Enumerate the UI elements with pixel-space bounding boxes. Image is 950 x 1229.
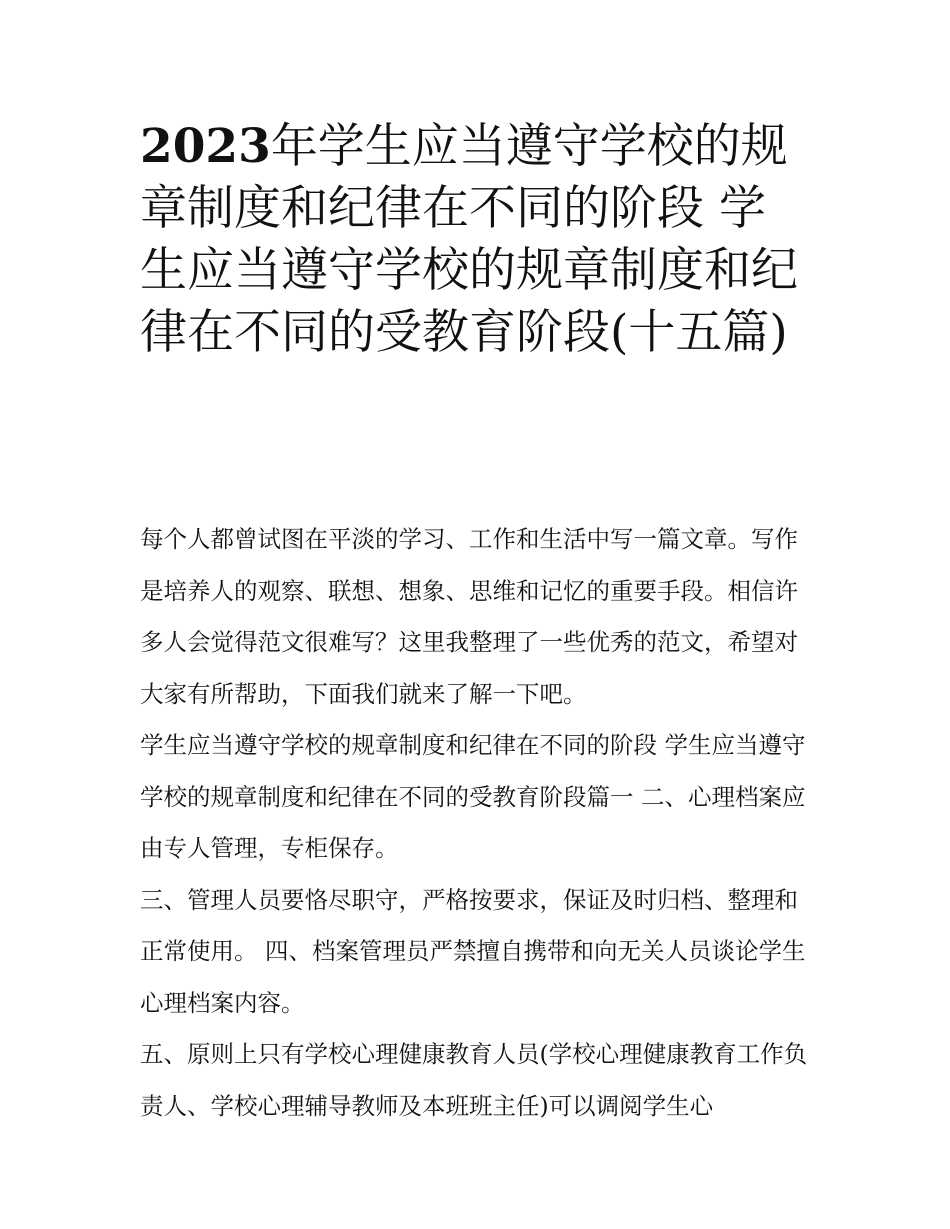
title-year: 2023	[140, 119, 271, 174]
paragraph-section-three-four: 三、管理人员要恪尽职守，严格按要求，保证及时归档、整理和正常使用。 四、档案管理员严禁擅自携带和向无关人员谈论学生心理档案内容。	[140, 885, 806, 1017]
paragraph-intro: 每个人都曾试图在平淡的学习、工作和生活中写一篇文章。写作是培养人的观察、联想、想象、思维和记忆的重要手段。相信许多人会觉得范文很难写？这里我整理了一些优秀的范文，希望对大家有所帮助，下面我们就来了解一下吧。	[140, 525, 798, 708]
title-text: 年学生应当遵守学校的规章制度和纪律在不同的阶段 学生应当遵守学校的规章制度和纪律在不同的受教育阶段(十五篇)	[140, 119, 798, 360]
paragraph-section-one: 学生应当遵守学校的规章制度和纪律在不同的阶段 学生应当遵守学校的规章制度和纪律在不同的受教育阶段篇一 二、心理档案应由专人管理，专柜保存。	[140, 731, 806, 862]
paragraph-section-five: 五、原则上只有学校心理健康教育人员(学校心理健康教育工作负责人、学校心理辅导教师及本班班主任)可以调阅学生心	[140, 1040, 808, 1120]
document-body	[140, 514, 812, 1132]
document-title	[140, 116, 812, 364]
